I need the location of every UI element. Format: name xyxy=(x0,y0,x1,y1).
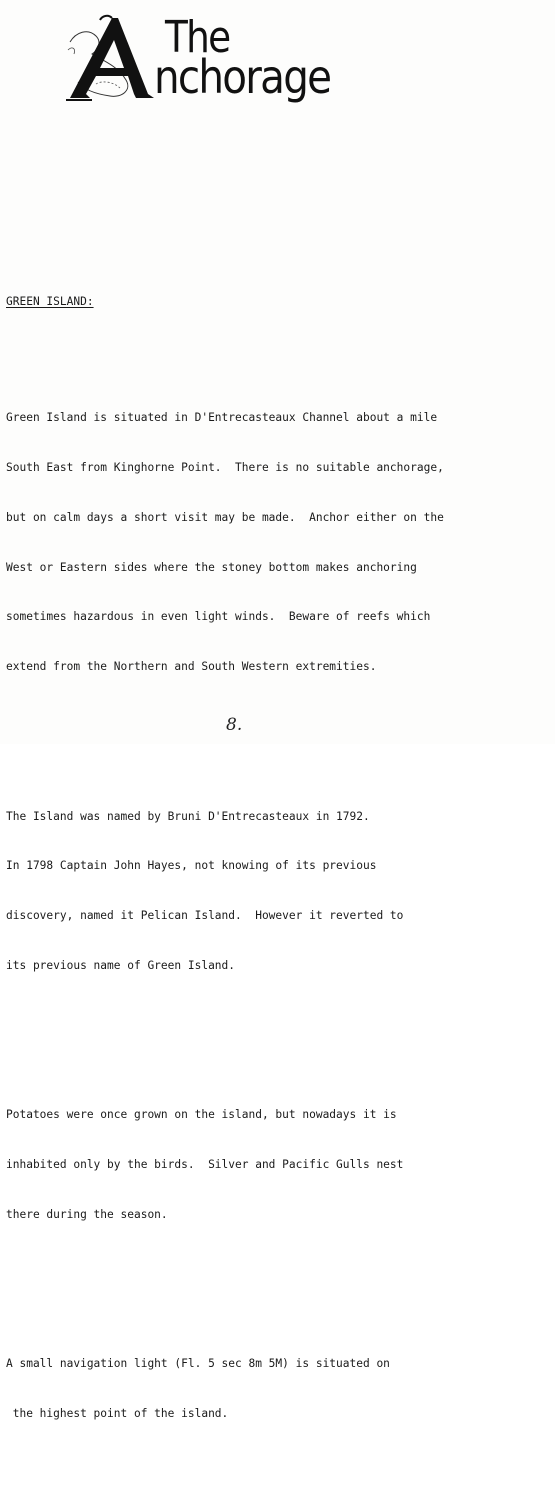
text-line: its previous name of Green Island. xyxy=(6,958,236,972)
text-line: the highest point of the island. xyxy=(6,1406,229,1420)
logo-word-the: The xyxy=(165,12,230,63)
paragraph-navigation-light xyxy=(6,1323,551,1456)
section-heading: GREEN ISLAND: xyxy=(6,295,94,309)
paragraph-location xyxy=(6,377,551,709)
text-line: sometimes hazardous in even light winds. Beware of reefs which xyxy=(6,610,431,624)
text-line: Green Island is situated in D'Entrecasteaux Channel about a mile xyxy=(6,411,438,425)
text-line: there during the season. xyxy=(6,1207,168,1221)
page-number: 8. xyxy=(226,715,243,735)
text-line: discovery, named it Pelican Island. However it reverted to xyxy=(6,909,404,923)
logo-word-nchorage: nchorage xyxy=(154,50,331,104)
text-line: A small navigation light (Fl. 5 sec 8m 5M) is situated on xyxy=(6,1357,390,1371)
text-line: Potatoes were once grown on the island, but nowadays it is xyxy=(6,1108,397,1122)
text-line: In 1798 Captain John Hayes, not knowing of its previous xyxy=(6,859,377,873)
text-line: West or Eastern sides where the stoney bottom makes anchoring xyxy=(6,560,417,574)
text-line: The Island was named by Bruni D'Entrecasteaux in 1792. xyxy=(6,809,370,823)
document-body xyxy=(6,261,551,1488)
text-line: inhabited only by the birds. Silver and Pacific Gulls nest xyxy=(6,1158,404,1172)
text-line: but on calm days a short visit may be made. Anchor either on the xyxy=(6,510,444,524)
anchorage-logo xyxy=(62,10,352,110)
text-line: extend from the Northern and South Western extremities. xyxy=(6,660,377,674)
paragraph-wildlife xyxy=(6,1074,551,1257)
paragraph-history xyxy=(6,775,551,1007)
text-line: South East from Kinghorne Point. There is no suitable anchorage, xyxy=(6,461,444,475)
